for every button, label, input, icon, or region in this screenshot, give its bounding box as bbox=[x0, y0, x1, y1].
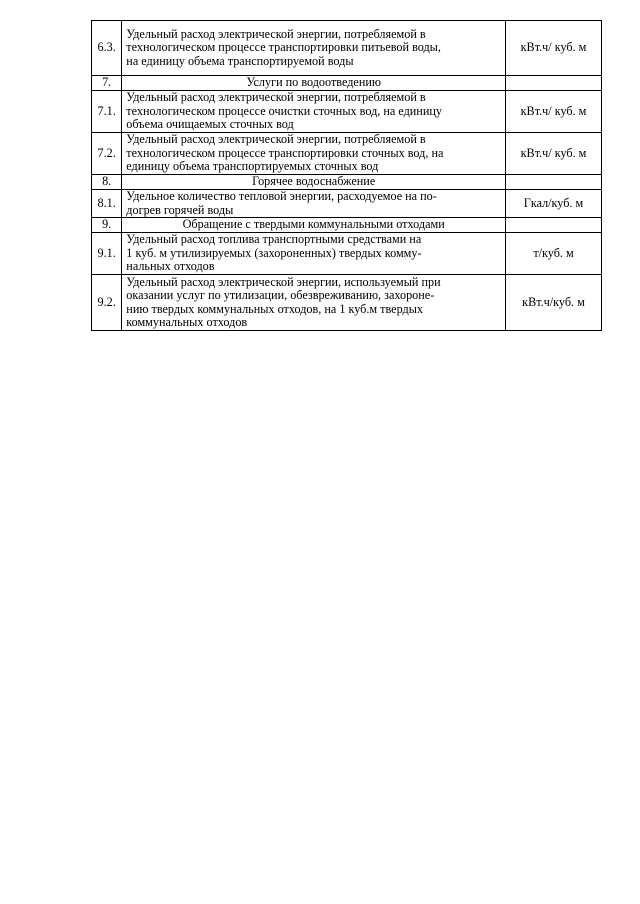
row-unit: кВт.ч/куб. м bbox=[506, 275, 602, 331]
section-title: Обращение с твердыми коммунальными отходами bbox=[122, 218, 506, 233]
description-line: Удельный расход электрической энергии, потребляемой в bbox=[126, 26, 426, 41]
row-number: 7.1. bbox=[92, 91, 122, 133]
description-line: Удельный расход электрической энергии, используемый при bbox=[126, 274, 441, 289]
row-unit: кВт.ч/ куб. м bbox=[506, 91, 602, 133]
row-description bbox=[122, 233, 506, 275]
table-row bbox=[92, 133, 602, 175]
table-row bbox=[92, 21, 602, 76]
row-number: 7.2. bbox=[92, 133, 122, 175]
row-unit: т/куб. м bbox=[506, 233, 602, 275]
description-line: единицу объема транспортируемых сточных вод bbox=[126, 159, 379, 174]
description-line: объема очищаемых сточных вод bbox=[126, 117, 294, 132]
row-description bbox=[122, 275, 506, 331]
section-unit-empty bbox=[506, 218, 602, 233]
indicators-table bbox=[91, 20, 602, 331]
table-row bbox=[92, 233, 602, 275]
section-row bbox=[92, 76, 602, 91]
description-line: оказании услуг по утилизации, обезвреживанию, захороне- bbox=[126, 288, 435, 303]
table-row bbox=[92, 275, 602, 331]
description-line: технологическом процессе транспортировки сточных вод, на bbox=[126, 145, 444, 160]
row-unit: кВт.ч/ куб. м bbox=[506, 133, 602, 175]
description-line: Удельный расход электрической энергии, потребляемой в bbox=[126, 132, 426, 147]
section-unit-empty bbox=[506, 76, 602, 91]
description-line: Удельный расход топлива транспортными средствами на bbox=[126, 232, 422, 247]
section-number: 9. bbox=[92, 218, 122, 233]
row-description bbox=[122, 91, 506, 133]
row-unit: Гкал/куб. м bbox=[506, 190, 602, 218]
section-title: Горячее водоснабжение bbox=[122, 175, 506, 190]
description-line: 1 куб. м утилизируемых (захороненных) твердых комму- bbox=[126, 245, 422, 260]
section-unit-empty bbox=[506, 175, 602, 190]
row-number: 9.1. bbox=[92, 233, 122, 275]
section-number: 8. bbox=[92, 175, 122, 190]
description-line: нальных отходов bbox=[126, 259, 215, 274]
description-line: коммунальных отходов bbox=[126, 315, 248, 330]
section-row bbox=[92, 218, 602, 233]
table-row bbox=[92, 91, 602, 133]
description-line: догрев горячей воды bbox=[126, 202, 234, 217]
description-line: технологическом процессе очистки сточных вод, на единицу bbox=[126, 103, 442, 118]
section-number: 7. bbox=[92, 76, 122, 91]
row-number: 6.3. bbox=[92, 21, 122, 76]
row-number: 8.1. bbox=[92, 190, 122, 218]
row-unit: кВт.ч/ куб. м bbox=[506, 21, 602, 76]
description-line: технологическом процессе транспортировки питьевой воды, bbox=[126, 40, 441, 55]
table-row bbox=[92, 190, 602, 218]
row-description bbox=[122, 21, 506, 76]
description-line: нию твердых коммунальных отходов, на 1 куб.м твердых bbox=[126, 301, 424, 316]
section-row bbox=[92, 175, 602, 190]
row-number: 9.2. bbox=[92, 275, 122, 331]
section-title: Услуги по водоотведению bbox=[122, 76, 506, 91]
description-line: Удельное количество тепловой энергии, расходуемое на по- bbox=[126, 189, 437, 203]
row-description bbox=[122, 133, 506, 175]
description-line: на единицу объема транспортируемой воды bbox=[126, 53, 354, 68]
description-line: Удельный расход электрической энергии, потребляемой в bbox=[126, 90, 426, 105]
row-description bbox=[122, 190, 506, 218]
